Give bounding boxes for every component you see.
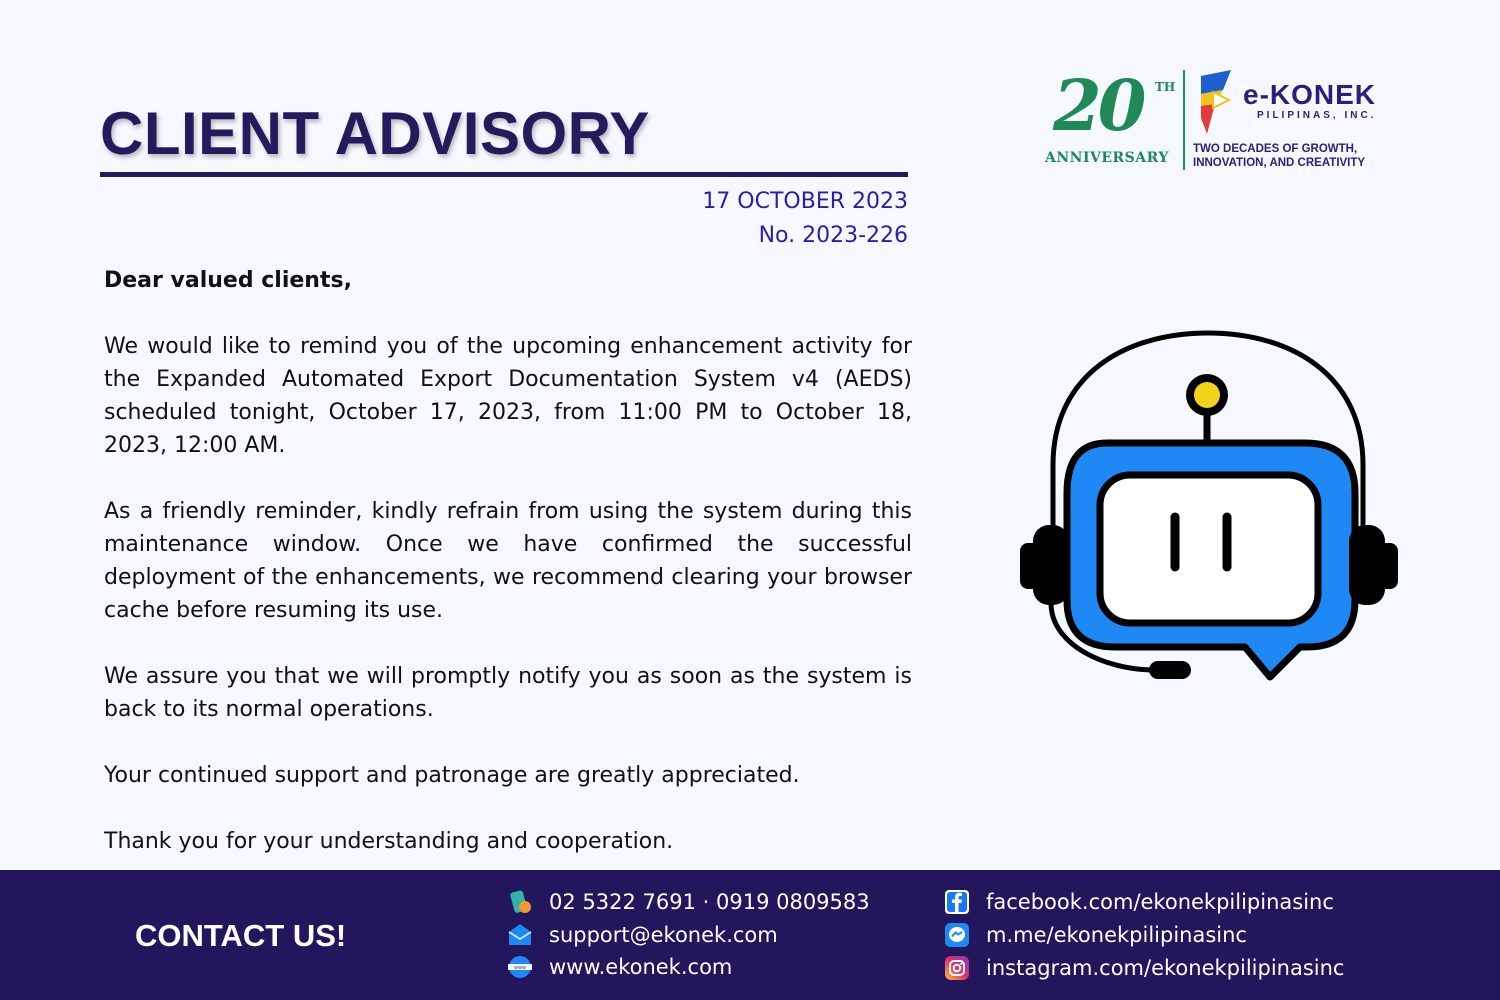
company-tagline bbox=[1193, 142, 1408, 170]
support-email[interactable]: support@ekonek.com bbox=[549, 923, 778, 947]
contact-messenger bbox=[944, 920, 1247, 950]
paragraph-appreciation: Your continued support and patronage are greatly appreciated. bbox=[104, 763, 800, 788]
paragraph-reminder: As a friendly reminder, kindly refrain from using the system during this maintenance window. Once we have confirmed the successful deployment of the enhancements, we recommend clearing your browser cache before resuming its use. bbox=[104, 499, 912, 623]
contact-website bbox=[507, 952, 732, 982]
contact-phone bbox=[507, 887, 870, 917]
advisory-title: CLIENT ADVISORY bbox=[100, 100, 650, 167]
paragraph-thanks: Thank you for your understanding and cooperation. bbox=[104, 829, 674, 854]
facebook-icon bbox=[944, 889, 970, 915]
messenger-link[interactable]: m.me/ekonekpilipinasinc bbox=[986, 923, 1247, 947]
advisory-date: 17 OCTOBER 2023 bbox=[702, 189, 908, 214]
globe-icon bbox=[507, 954, 533, 980]
ekonek-flag-icon bbox=[1193, 70, 1239, 134]
company-name: e-KONEK bbox=[1243, 79, 1377, 110]
anniversary-label: ANNIVERSARY bbox=[1045, 150, 1169, 166]
website-link[interactable]: www.ekonek.com bbox=[549, 955, 733, 979]
logo-divider bbox=[1183, 70, 1185, 170]
company-subname: PILIPINAS, INC. bbox=[1257, 110, 1377, 121]
email-icon bbox=[507, 922, 533, 948]
contact-email bbox=[507, 920, 778, 950]
greeting: Dear valued clients, bbox=[104, 268, 352, 293]
tagline-line-1: TWO DECADES OF GROWTH, bbox=[1193, 143, 1358, 155]
tagline-line-2: INNOVATION, AND CREATIVITY bbox=[1193, 157, 1366, 169]
anniversary-number: 20 bbox=[1053, 64, 1143, 147]
instagram-link[interactable]: instagram.com/ekonekpilipinasinc bbox=[986, 956, 1345, 980]
title-underline bbox=[100, 172, 908, 177]
paragraph-notification: We assure you that we will promptly notify you as soon as the system is back to its normal operations. bbox=[104, 664, 912, 722]
facebook-link[interactable]: facebook.com/ekonekpilipinasinc bbox=[986, 890, 1334, 914]
support-robot-headset-icon bbox=[1015, 325, 1405, 685]
company-logo bbox=[1045, 64, 1405, 178]
anniversary-suffix: TH bbox=[1155, 80, 1176, 94]
instagram-icon bbox=[944, 955, 970, 981]
contact-instagram bbox=[944, 953, 1344, 983]
advisory-number: No. 2023-226 bbox=[758, 223, 908, 248]
contact-facebook bbox=[944, 887, 1334, 917]
paragraph-maintenance-schedule: We would like to remind you of the upcoming enhancement activity for the Expanded Automated Export Documentation System v4 (AEDS) scheduled tonight, October 17, 2023, from 11:00 PM to October 18, 2023, 12:00 AM. bbox=[104, 334, 912, 458]
messenger-icon bbox=[944, 922, 970, 948]
svg-text:www: www bbox=[513, 965, 527, 971]
phone-numbers: 02 5322 7691 · 0919 0809583 bbox=[549, 890, 870, 914]
contact-us-heading: CONTACT US! bbox=[135, 918, 347, 953]
phone-icon bbox=[507, 889, 533, 915]
footer-contact-bar bbox=[0, 870, 1500, 1000]
